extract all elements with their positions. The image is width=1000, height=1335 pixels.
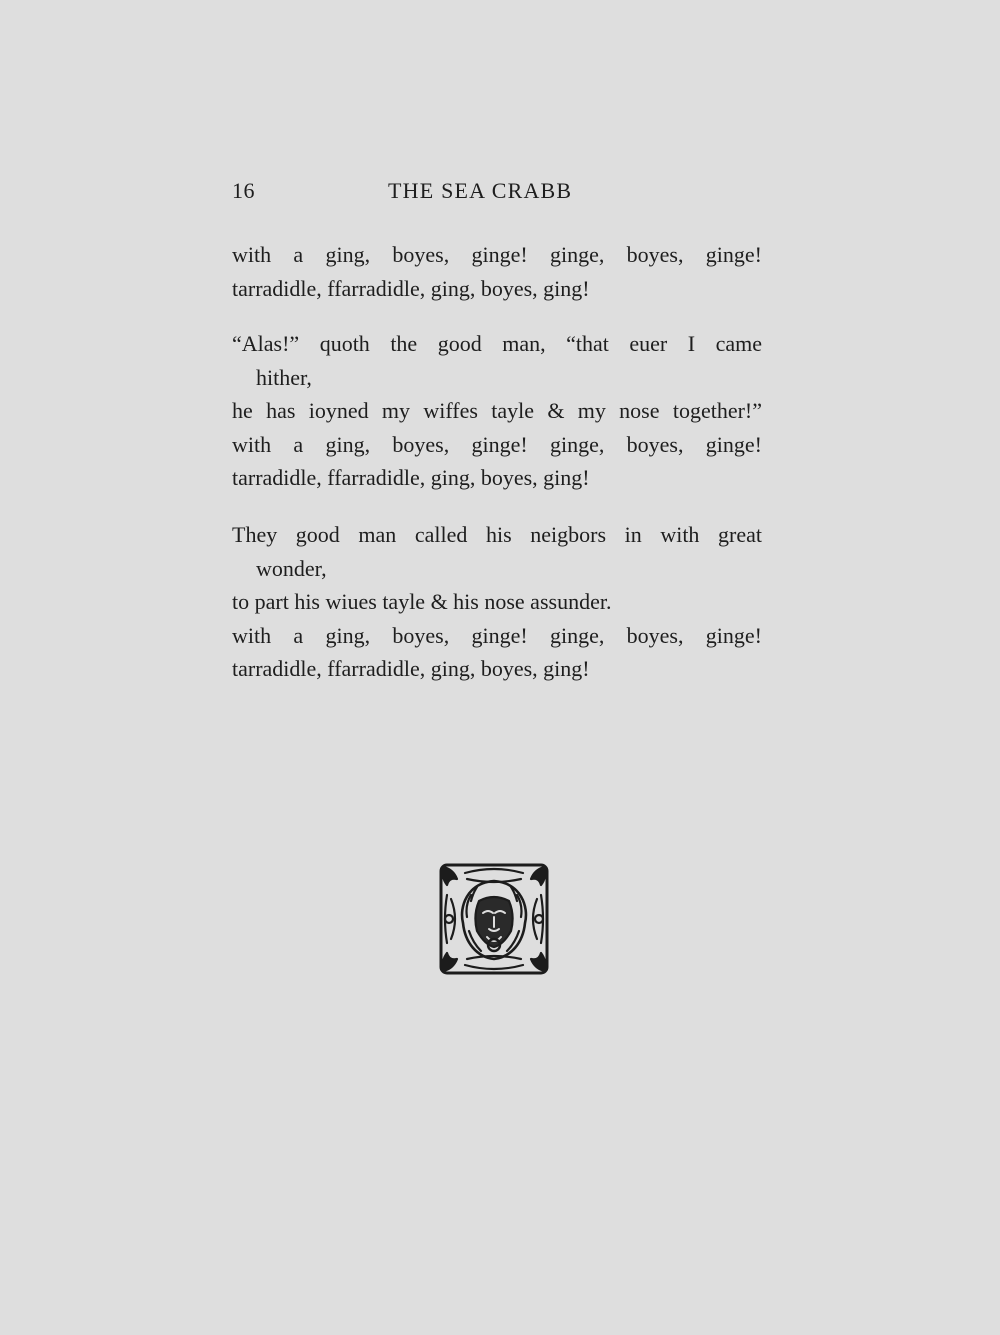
stanza-3 xyxy=(232,518,762,686)
verse-line: tarradidle, ffarradidle, ging, boyes, ging! xyxy=(232,275,590,301)
lion-head-ornament-icon xyxy=(437,861,551,977)
verse-line: “Alas!” quoth the good man, “that euer I came xyxy=(232,331,762,356)
verse-line-continuation: wonder, xyxy=(256,555,327,581)
page-number: 16 xyxy=(232,178,255,203)
verse-line: with a ging, boyes, ginge! ginge, boyes, ginge! xyxy=(232,431,762,457)
verse-line: to part his wiues tayle & his nose assunder. xyxy=(232,589,612,614)
stanza-1 xyxy=(232,238,762,305)
stanza-2 xyxy=(232,327,762,495)
verse-line: with a ging, boyes, ginge! ginge, boyes, ginge! xyxy=(232,622,762,648)
verse-line: tarradidle, ffarradidle, ging, boyes, ging! xyxy=(232,656,590,681)
verse-line: tarradidle, ffarradidle, ging, boyes, ging! xyxy=(232,465,590,490)
verse-line-continuation: hither, xyxy=(256,364,312,390)
page-header xyxy=(232,178,762,212)
running-title: THE SEA CRABB xyxy=(388,178,573,203)
verse-line: They good man called his neigbors in with great xyxy=(232,522,762,547)
verse-line: with a ging, boyes, ginge! ginge, boyes, ginge! xyxy=(232,242,762,267)
verse-line: he has ioyned my wiffes tayle & my nose together!” xyxy=(232,398,762,423)
